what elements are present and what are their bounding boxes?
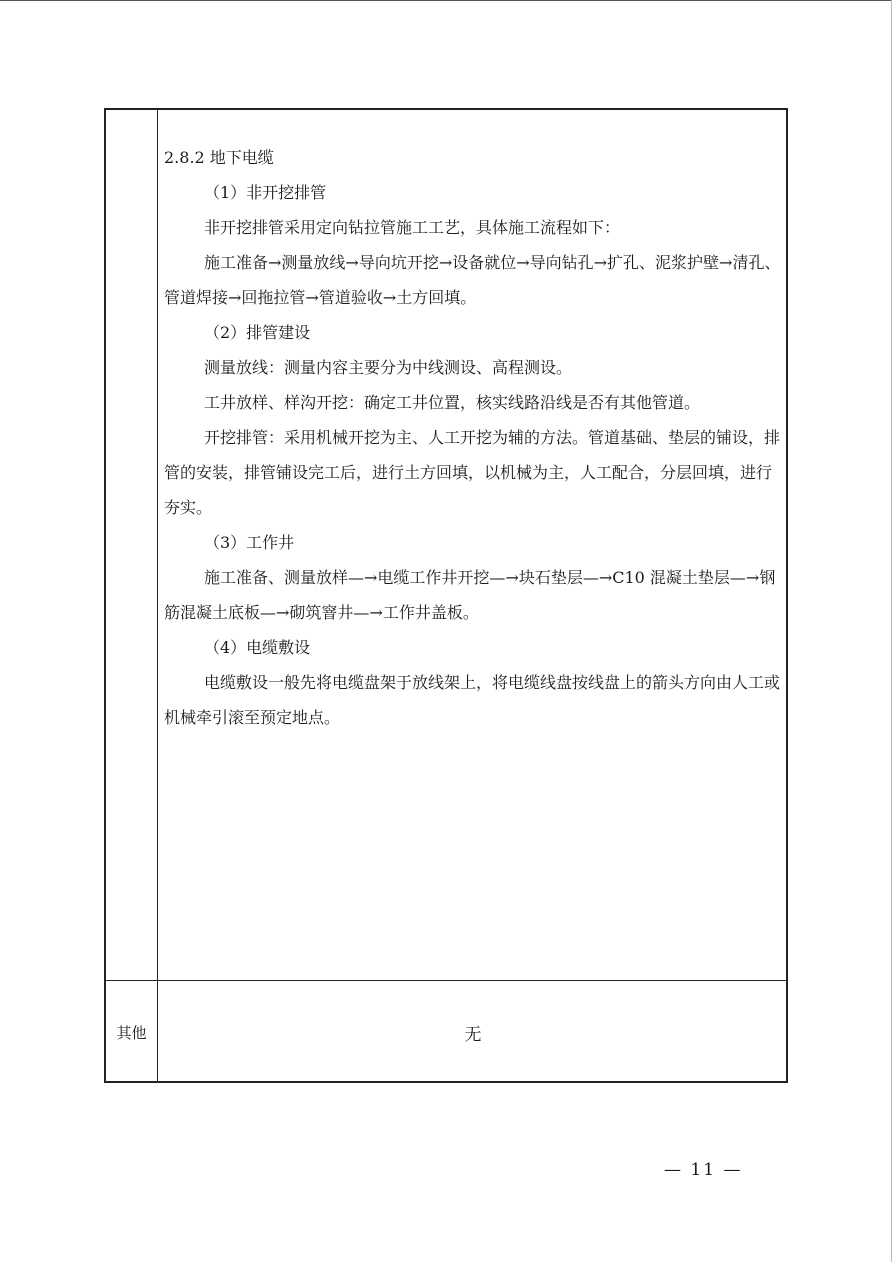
paragraph: 施工准备→测量放线→导向坑开挖→设备就位→导向钻孔→扩孔、泥浆护壁→清孔、管道焊接→回拖拉管→管道验收→土方回填。: [164, 253, 781, 307]
paragraph: 工井放样、样沟开挖：确定工井位置，核实线路沿线是否有其他管道。: [204, 393, 701, 412]
subheading-non-excavation: （1）非开挖排管: [204, 183, 327, 202]
other-value: 无: [464, 1024, 482, 1045]
column-divider: [157, 110, 158, 1081]
page-number: — 11 —: [664, 1160, 743, 1180]
form-table: [104, 108, 788, 1083]
subheading-duct-construction: （2）排管建设: [204, 323, 311, 342]
top-border-line: [0, 0, 892, 1]
subheading-work-well: （3）工作井: [204, 533, 295, 552]
subheading-cable-laying: （4）电缆敷设: [204, 638, 311, 657]
section-content: [164, 140, 784, 735]
paragraph: 电缆敷设一般先将电缆盘架于放线架上，将电缆线盘按线盘上的箭头方向由人工或机械牵引滚至预定地点。: [164, 673, 781, 727]
paragraph: 开挖排管：采用机械开挖为主、人工开挖为辅的方法。管道基础、垫层的铺设，排管的安装，排管铺设完工后，进行土方回填，以机械为主，人工配合，分层回填，进行夯实。: [164, 428, 781, 517]
paragraph: 测量放线：测量内容主要分为中线测设、高程测设。: [204, 358, 573, 377]
section-heading: 2.8.2 地下电缆: [164, 148, 274, 167]
paragraph: 施工准备、测量放样—→电缆工作井开挖—→块石垫层—→C10 混凝土垫层—→钢筋混凝土底板—→砌筑窨井—→工作井盖板。: [164, 568, 776, 622]
other-label: 其他: [116, 1023, 147, 1042]
paragraph: 非开挖排管采用定向钻拉管施工工艺，具体施工流程如下：: [204, 218, 621, 237]
